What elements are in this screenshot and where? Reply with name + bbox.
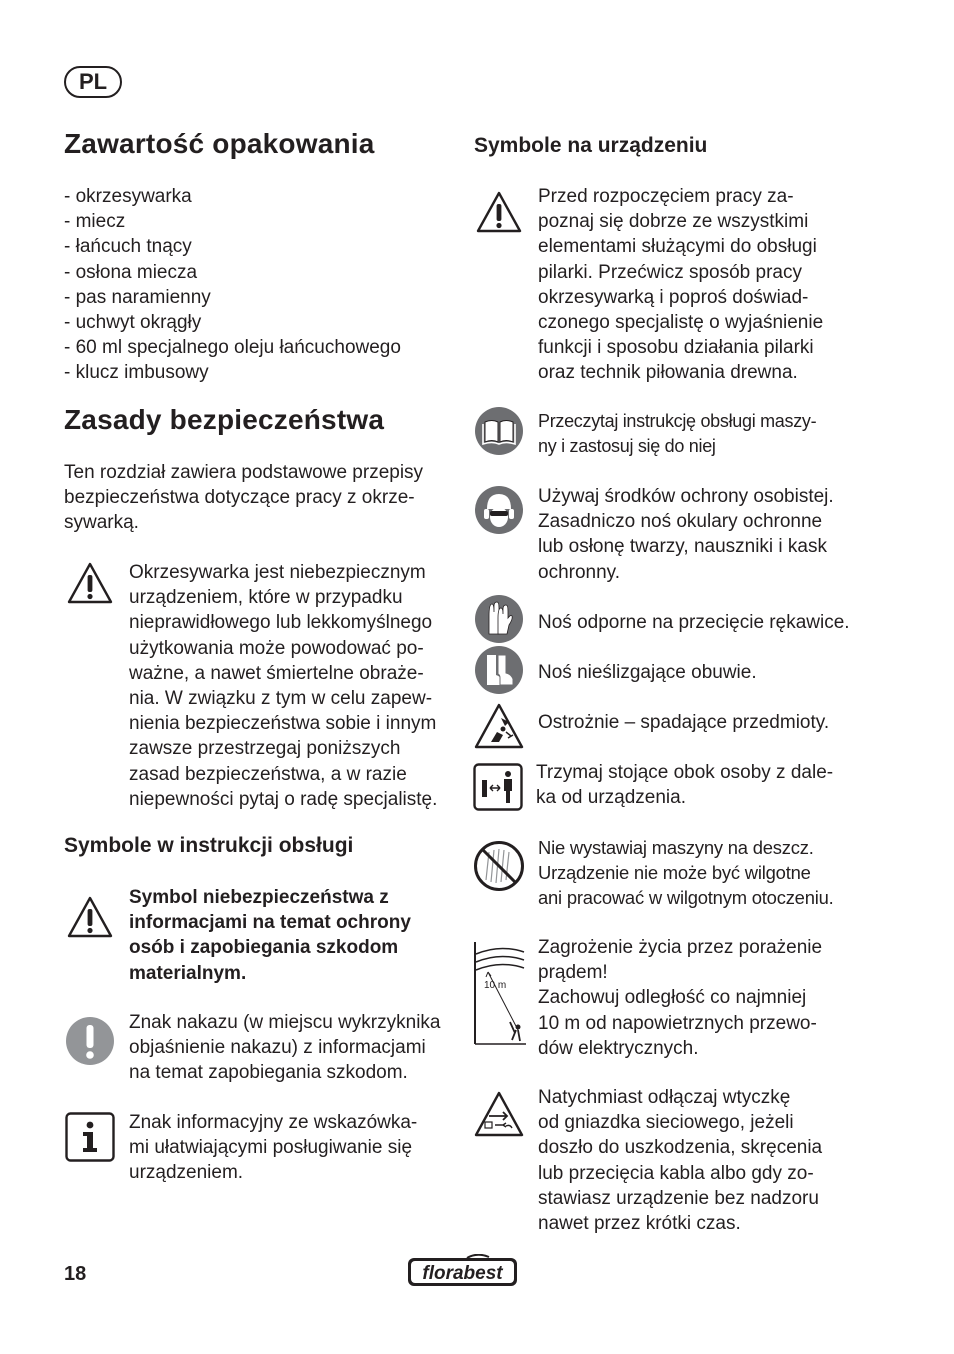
text-line: urządzeniem. bbox=[129, 1162, 244, 1184]
no-rain-icon bbox=[473, 840, 525, 892]
text-line: stawiasz urządzenie bez nadzoru bbox=[538, 1187, 819, 1209]
device-symbol-text-4 bbox=[538, 610, 850, 635]
text-line: Zagrożenie życia przez porażenie bbox=[538, 937, 823, 958]
text-line: ważne, a nawet śmiertelne obraże- bbox=[129, 662, 424, 684]
text-line: oraz technik piłowania drewna. bbox=[538, 362, 798, 384]
device-symbol-text-5 bbox=[538, 660, 757, 685]
text-line: Ten rozdział zawiera podstawowe przepisy bbox=[64, 462, 424, 483]
text-line: prądem! bbox=[538, 962, 608, 984]
warning-triangle-icon bbox=[66, 561, 114, 605]
text-line: funkcji i sposobu działania pilarki bbox=[538, 337, 814, 359]
text-line: Zachowuj odległość co najmniej bbox=[538, 987, 807, 1009]
text-line: urządzeniem, które w przypadku bbox=[129, 587, 403, 609]
text-line: Natychmiast odłączaj wtyczkę bbox=[538, 1087, 791, 1108]
text-line: nawet przez krótki czas. bbox=[538, 1213, 741, 1235]
text-line: ochronny. bbox=[538, 561, 621, 583]
text-line: osób i zapobiegania szkodom bbox=[129, 937, 399, 959]
text-line: Okrzesywarka jest niebezpiecznym bbox=[129, 562, 426, 583]
language-badge: PL bbox=[64, 66, 122, 98]
contents-title: Zawartość opakowania bbox=[64, 128, 375, 159]
text-line: od gniazdka sieciowego, jeżeli bbox=[538, 1112, 794, 1134]
logo-text: florabest bbox=[422, 1263, 503, 1284]
power-line-distance-label: 10 m bbox=[484, 980, 507, 991]
text-line: objaśnienie nakazu) z informacjami bbox=[129, 1037, 426, 1059]
list-item: - pas naramienny bbox=[64, 286, 211, 308]
text-line: informacjami na temat ochrony bbox=[129, 912, 411, 934]
text-line: niepewności pytaj o radę specjalistę. bbox=[129, 788, 438, 810]
text-line: lub przecięcia kabla albo gdy zo- bbox=[538, 1162, 814, 1184]
safety-title: Zasady bezpieczeństwa bbox=[64, 404, 385, 435]
text-line: na temat zapobiegania szkodom. bbox=[129, 1062, 408, 1084]
text-line: Przeczytaj instrukcję obsługi maszy- bbox=[538, 411, 817, 431]
text-line: Zasadniczo noś okulary ochronne bbox=[538, 511, 823, 533]
text-line: doszło do uszkodzenia, skręcenia bbox=[538, 1137, 823, 1159]
list-item: - 60 ml specjalnego oleju łańcuchowego bbox=[64, 337, 401, 359]
symbols-manual-title: Symbole w instrukcji obsługi bbox=[64, 834, 354, 857]
text-line: czonego specjalistę o wyjaśnienie bbox=[538, 312, 824, 334]
list-item: - okrzesywarka bbox=[64, 186, 192, 207]
text-line: elementami służącymi do obsługi bbox=[538, 236, 817, 258]
device-symbol-text-9 bbox=[538, 935, 822, 1061]
boots-icon bbox=[474, 645, 524, 695]
text-line: ani pracować w wilgotnym otoczeniu. bbox=[538, 887, 834, 909]
symbol-danger-text bbox=[129, 885, 411, 986]
text-line: Znak nakazu (w miejscu wykrzyknika bbox=[129, 1012, 441, 1033]
falling-objects-icon bbox=[473, 702, 525, 750]
warning-text bbox=[129, 560, 437, 812]
text-line: Nie wystawiaj maszyny na deszcz. bbox=[538, 837, 814, 858]
keep-distance-icon bbox=[473, 763, 523, 811]
text-line: pilarki. Przećwicz sposób pracy bbox=[538, 261, 802, 283]
florabest-logo bbox=[407, 1254, 518, 1288]
text-line: Noś nieślizgające obuwie. bbox=[538, 662, 757, 683]
text-line: ny i zastosuj się do niej bbox=[538, 436, 716, 457]
text-line: Używaj środków ochrony osobistej. bbox=[538, 486, 834, 507]
contents-list bbox=[64, 184, 401, 386]
symbol-order-text bbox=[129, 1010, 440, 1086]
device-symbol-text-2 bbox=[538, 409, 816, 459]
power-line-icon bbox=[474, 940, 526, 1046]
warning-triangle-icon bbox=[475, 190, 523, 234]
device-symbol-text-8 bbox=[538, 835, 834, 911]
text-line: Ostrożnie – spadające przedmioty. bbox=[538, 712, 830, 733]
text-line: okrzesywarką i poproś doświad- bbox=[538, 286, 809, 308]
info-symbol-icon bbox=[65, 1112, 115, 1162]
list-item: - miecz bbox=[64, 211, 126, 233]
text-line: Znak informacyjny ze wskazówka- bbox=[129, 1112, 418, 1133]
text-line: materialnym. bbox=[129, 962, 247, 984]
text-line: zawsze przestrzegaj poniższych bbox=[129, 738, 401, 760]
danger-symbol-icon bbox=[66, 895, 114, 939]
text-line: użytkowania może powodować po- bbox=[129, 637, 424, 659]
text-line: dów elektrycznych. bbox=[538, 1037, 699, 1059]
device-symbol-text-10 bbox=[538, 1085, 822, 1236]
device-symbols-title: Symbole na urządzeniu bbox=[474, 134, 708, 157]
safety-intro bbox=[64, 460, 423, 536]
text-line: Noś odporne na przecięcie rękawice. bbox=[538, 612, 850, 633]
text-line: nia. W związku z tym w celu zapew- bbox=[129, 688, 433, 710]
text-line: lub osłonę twarzy, nauszniki i kask bbox=[538, 536, 827, 558]
gloves-icon bbox=[474, 594, 524, 644]
device-symbol-text-6 bbox=[538, 710, 829, 735]
text-line: 10 m od napowietrznych przewo- bbox=[538, 1012, 817, 1034]
read-manual-icon bbox=[474, 406, 524, 456]
text-line: bezpieczeństwa dotyczące pracy z okrze- bbox=[64, 487, 415, 509]
text-line: Trzymaj stojące obok osoby z dale- bbox=[536, 762, 834, 783]
text-line: Urządzenie nie może być wilgotne bbox=[538, 862, 811, 884]
text-line: mi ułatwiającymi posługiwanie się bbox=[129, 1137, 413, 1159]
text-line: ka od urządzenia. bbox=[536, 787, 686, 809]
list-item: - klucz imbusowy bbox=[64, 362, 209, 384]
text-line: nieprawidłowego lub lekkomyślnego bbox=[129, 612, 433, 634]
device-symbol-text-3 bbox=[538, 484, 834, 585]
text-line: zasad bezpieczeństwa, a w razie bbox=[129, 763, 407, 785]
order-symbol-icon bbox=[65, 1016, 115, 1066]
device-symbol-text-7 bbox=[536, 760, 833, 810]
list-item: - łańcuch tnący bbox=[64, 236, 192, 258]
protective-gear-icon bbox=[474, 485, 524, 535]
text-line: sywarką. bbox=[64, 512, 139, 534]
unplug-icon bbox=[473, 1090, 525, 1138]
text-line: nienia bezpieczeństwa sobie i innym bbox=[129, 713, 437, 735]
list-item: - uchwyt okrągły bbox=[64, 312, 202, 334]
device-symbol-text-1 bbox=[538, 184, 823, 386]
text-line: Symbol niebezpieczeństwa z bbox=[129, 887, 389, 908]
page-number: 18 bbox=[64, 1263, 87, 1285]
list-item: - osłona miecza bbox=[64, 261, 198, 283]
text-line: Przed rozpoczęciem pracy za- bbox=[538, 186, 794, 207]
text-line: poznaj się dobrze ze wszystkimi bbox=[538, 211, 809, 233]
symbol-info-text bbox=[129, 1110, 417, 1186]
